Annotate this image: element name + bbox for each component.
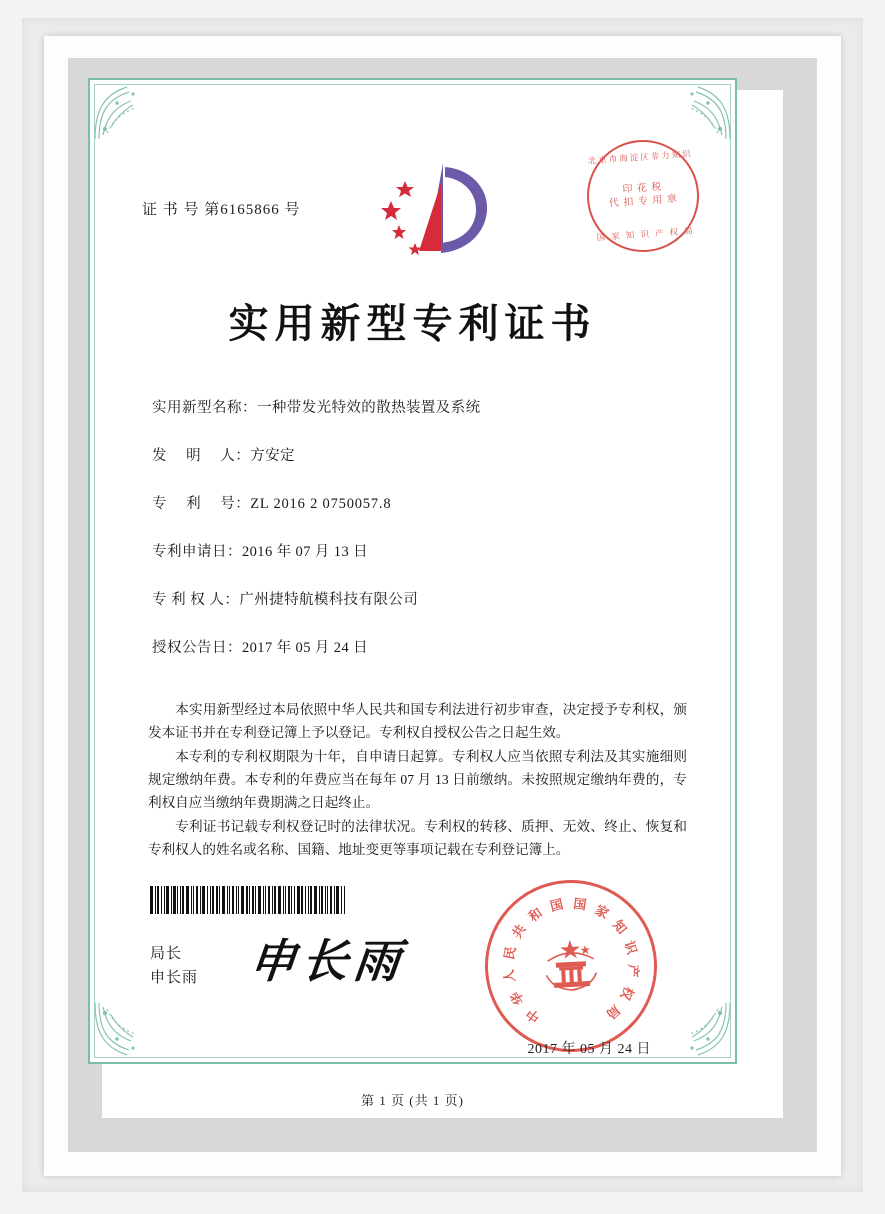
field-label: 授权公告日： — [152, 640, 242, 656]
tax-stamp-line2: 代 扣 专 用 章 — [608, 193, 679, 210]
certificate-number: 证 书 号 第6165866 号 — [142, 202, 301, 218]
certificate-border — [88, 78, 737, 1108]
handwritten-signature: 申长雨 — [246, 934, 409, 988]
corner-ornament-icon — [93, 1001, 159, 1059]
corner-ornament-icon — [93, 83, 159, 141]
tax-stamp-center — [588, 178, 698, 211]
signature-name: 申长雨 — [150, 970, 199, 986]
field-row-grant-date — [152, 638, 695, 658]
tax-stamp-line1: 印 花 税 — [622, 181, 663, 196]
corner-ornament-icon — [666, 83, 732, 141]
corner-ornament-icon — [666, 1001, 732, 1059]
field-value: 广州捷特航模科技有限公司 — [239, 592, 419, 608]
certificate-paper — [44, 36, 841, 1176]
certificate-fields — [152, 398, 695, 686]
body-paragraph: 本实用新型经过本局依照中华人民共和国专利法进行初步审查，决定授予专利权，颁发本证书并在专利登记簿上予以登记。专利权自授权公告之日起生效。 — [148, 702, 687, 740]
field-label: 实用新型名称： — [152, 400, 257, 416]
field-value: 一种带发光特效的散热装置及系统 — [257, 400, 481, 416]
field-row-application-date — [152, 542, 695, 562]
tax-stamp-arc-bottom: 国 家 知 识 产 权 局 — [596, 225, 696, 243]
certificate-title: 实用新型专利证书 — [228, 300, 597, 347]
field-row-inventor — [152, 446, 695, 466]
certificate-body — [148, 698, 687, 862]
seal-date: 2017 年 05 月 24 日 — [527, 1042, 651, 1057]
field-value: ZL 2016 2 0750057.8 — [250, 496, 392, 512]
signature-title: 局长 — [150, 946, 183, 962]
signature-block — [150, 942, 198, 990]
field-value: 方安定 — [250, 448, 295, 464]
official-seal — [481, 876, 662, 1057]
field-row-patent-number — [152, 494, 695, 514]
national-emblem-icon — [534, 928, 608, 1002]
sipo-logo-icon — [375, 155, 501, 265]
body-paragraph: 本专利的专利权期限为十年，自申请日起算。专利权人应当依照专利法及其实施细则规定缴纳年费。本专利的年费应当在每年 07 月 13 日前缴纳。未按照规定缴纳年费的，专利权自应当缴纳年费期满之日起终止。 — [148, 749, 687, 810]
field-label: 专 利 权 人： — [152, 592, 240, 608]
field-value: 2016 年 07 月 13 日 — [242, 544, 369, 560]
field-value: 2017 年 05 月 24 日 — [242, 640, 369, 656]
page-footer: 第 1 页 (共 1 页) — [361, 1093, 464, 1108]
body-paragraph: 专利证书记载专利权登记时的法律状况。专利权的转移、质押、无效、终止、恢复和专利权人的姓名或名称、国籍、地址变更等事项记载在专利登记簿上。 — [148, 819, 687, 857]
barcode — [150, 886, 346, 914]
field-label: 专 利 号： — [152, 496, 251, 512]
field-row-utility-model-name — [152, 398, 695, 418]
tax-stamp-arc-top: 北京市海淀区非力知识 — [587, 148, 694, 166]
field-label: 发 明 人： — [152, 448, 251, 464]
field-label: 专利申请日： — [152, 544, 242, 560]
field-row-patentee — [152, 590, 695, 610]
official-seal-ring-text: 中 华 人 民 共 和 国 国 家 知 识 产 权 局 — [501, 896, 641, 1025]
tax-stamp — [583, 136, 703, 256]
